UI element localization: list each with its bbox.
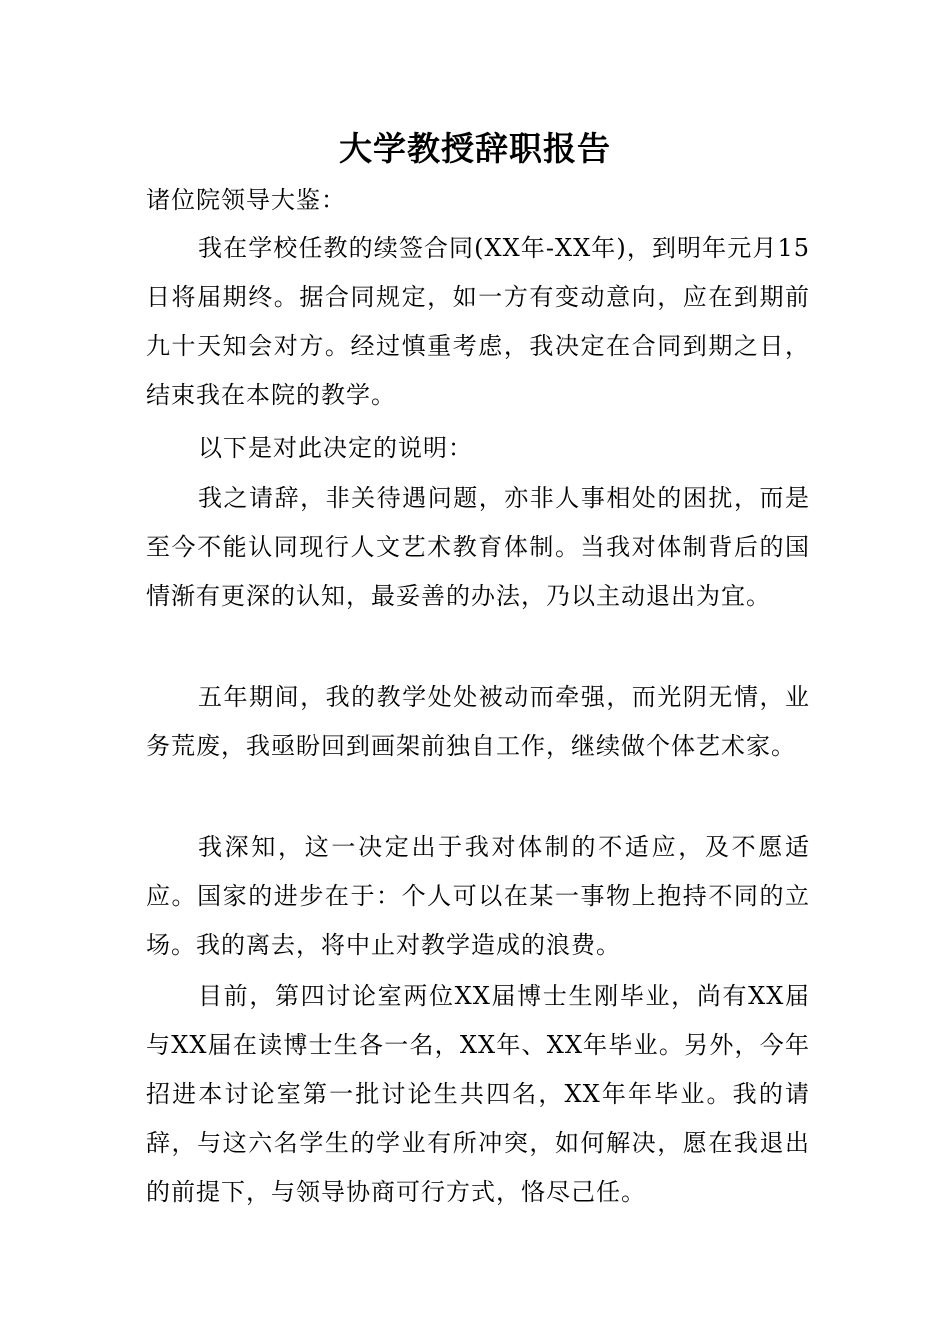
- document-title: 大学教授辞职报告: [339, 129, 611, 168]
- paragraph-students: 目前，第四讨论室两位XX届博士生刚毕业，尚有XX届与XX届在读博士生各一名，XX年、XX年毕业。另外，今年招进本讨论室第一批讨论生共四名，XX年年毕业。我的请辞，与这六名学生的学业有所冲突，如何解决，愿在我退出的前提下，与领导协商可行方式，恪尽己任。: [146, 982, 810, 1206]
- salutation: 诸位院领导大鉴：: [146, 186, 346, 214]
- paragraph-reason: 我之请辞，非关待遇问题，亦非人事相处的困扰，而是至今不能认同现行人文艺术教育体制。当我对体制背后的国情渐有更深的认知，最妥善的办法，乃以主动退出为宜。: [146, 484, 810, 610]
- paragraph-five-years: 五年期间，我的教学处处被动而牵强，而光阴无情，业务荒废，我亟盼回到画架前独自工作，继续做个体艺术家。: [146, 683, 810, 760]
- paragraph-explanation-intro: 以下是对此决定的说明：: [198, 434, 473, 462]
- paragraph-system-adaptation: 我深知，这一决定出于我对体制的不适应，及不愿适应。国家的进步在于：个人可以在某一事物上抱持不同的立场。我的离去，将中止对教学造成的浪费。: [146, 833, 810, 959]
- paragraph-contract-term: 我在学校任教的续签合同(XX年-XX年)，到明年元月15日将届期终。据合同规定，如一方有变动意向，应在到期前九十天知会对方。经过慎重考虑，我决定在合同到期之日，结束我在本院的教学。: [146, 234, 810, 409]
